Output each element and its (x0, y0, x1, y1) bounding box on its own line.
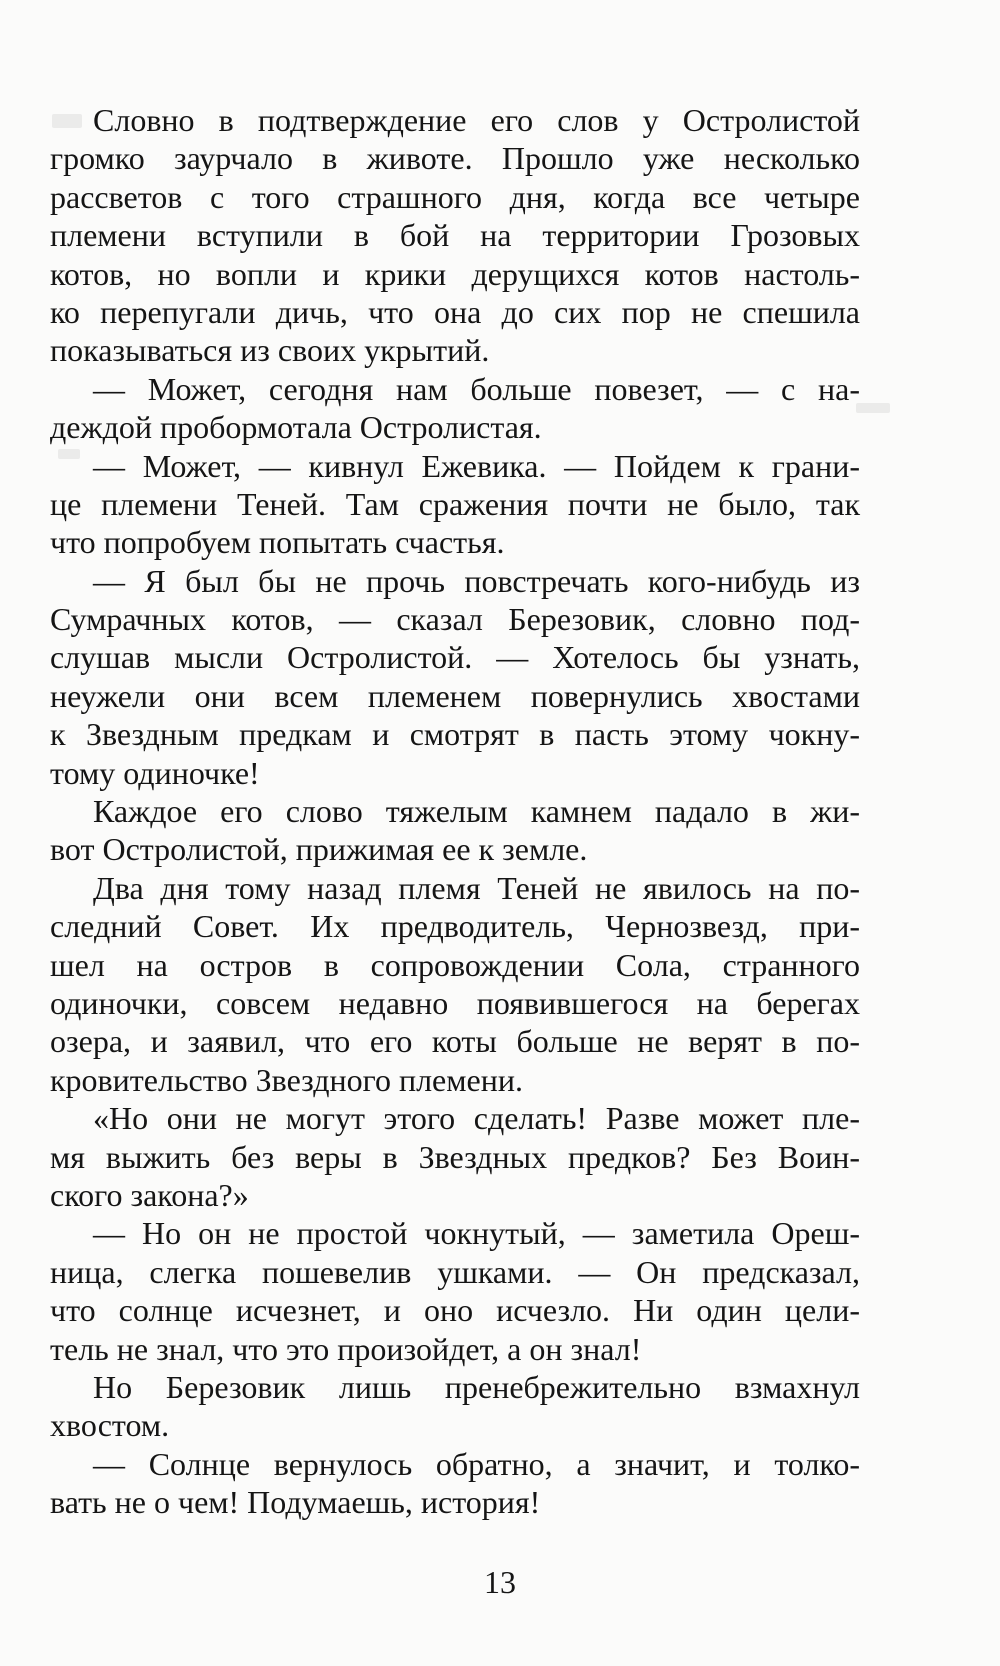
text-line: Два дня тому назад племя Теней не явилось на по- (93, 869, 860, 906)
text-line: ского закона?» (50, 1176, 249, 1213)
text-line: племени вступили в бой на территории Грозовых (50, 217, 860, 254)
text-line: что попробуем попытать счастья. (50, 524, 505, 561)
text-line: хвостом. (50, 1407, 170, 1444)
text-line: вот Остролистой, прижимая ее к земле. (50, 831, 588, 868)
text-line: — Солнце вернулось обратно, а значит, и толко- (93, 1445, 860, 1482)
text-line: одиночки, совсем недавно появившегося на берегах (50, 984, 860, 1021)
text-line: Но Березовик лишь пренебрежительно взмахнул (93, 1368, 860, 1405)
text-line: тому одиночке! (50, 754, 260, 791)
text-line: деждой пробормотала Остролистая. (50, 409, 542, 446)
text-line: — Я был бы не прочь повстречать кого-нибудь из (93, 562, 860, 599)
text-line: — Может, сегодня нам больше повезет, — с на- (93, 370, 860, 407)
page-number: 13 (484, 1564, 516, 1600)
text-line: — Может, — кивнул Ежевика. — Пойдем к грани- (93, 447, 860, 484)
text-line: что солнце исчезнет, и оно исчезло. Ни один цели- (50, 1292, 860, 1329)
text-line: озера, и заявил, что его коты больше не верят в по- (50, 1023, 860, 1060)
text-line: ко перепугали дичь, что она до сих пор не спешила (50, 293, 860, 330)
text-line: громко заурчало в животе. Прошло уже несколько (50, 140, 860, 177)
text-line: показываться из своих укрытий. (50, 332, 490, 369)
body-text (50, 101, 860, 1521)
text-line: «Но они не могут этого сделать! Разве может пле- (93, 1100, 860, 1137)
text-line: шел на остров в сопровождении Сола, странного (50, 946, 860, 983)
text-line: котов, но вопли и крики дерущихся котов настоль- (50, 255, 860, 292)
text-line: мя выжить без веры в Звездных предков? Без Воин- (50, 1138, 860, 1175)
text-line: вать не о чем! Подумаешь, история! (50, 1484, 541, 1521)
text-line: следний Совет. Их предводитель, Чернозвезд, при- (50, 908, 860, 945)
text-line: — Но он не простой чокнутый, — заметила Ореш- (93, 1215, 860, 1252)
text-line: кровительство Звездного племени. (50, 1061, 523, 1098)
text-line: рассветов с того страшного дня, когда все четыре (50, 178, 860, 215)
bleed-through-mark (856, 403, 890, 413)
text-line: ница, слегка пошевелив ушками. — Он предсказал, (50, 1253, 860, 1290)
text-line: Каждое его слово тяжелым камнем падало в жи- (93, 793, 860, 830)
text-line: тель не знал, что это произойдет, а он знал! (50, 1330, 642, 1367)
text-line: слушав мысли Остролистой. — Хотелось бы узнать, (50, 639, 860, 676)
text-line: к Звездным предкам и смотрят в пасть этому чокну- (50, 716, 860, 753)
text-line: це племени Теней. Там сражения почти не было, так (50, 485, 860, 522)
text-line: Словно в подтверждение его слов у Остролистой (93, 102, 860, 138)
text-line: Сумрачных котов, — сказал Березовик, словно под- (50, 601, 860, 638)
text-line: неужели они всем племенем повернулись хвостами (50, 677, 860, 714)
